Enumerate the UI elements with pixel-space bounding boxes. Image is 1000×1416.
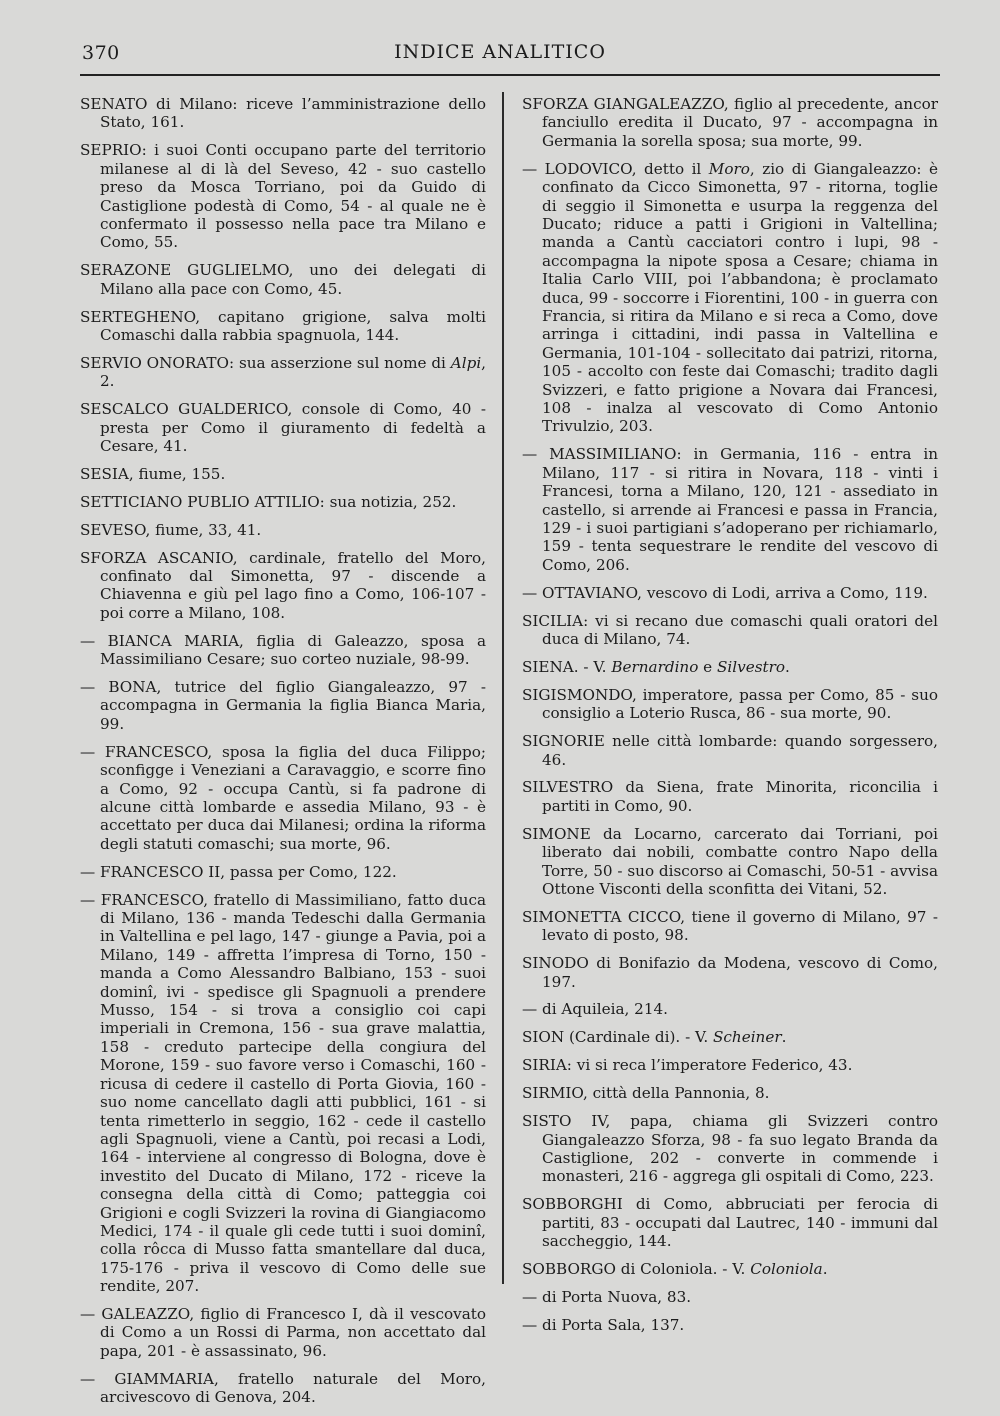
index-entry bbox=[522, 732, 938, 769]
italic-text: Scheiner bbox=[713, 1028, 782, 1047]
entry-text: — MASSIMILIANO: in Germania, 116 - entra in Milano, 117 - si ritira in Novara, 118 - vinti i Francesi, torna a Milano, 120, 121 - assediato in castello, si arrende ai Francesi e passa in Francia, 129 - i suoi partigiani s’adoperano per richiamarlo, 159 - tenta sequestrare le rendite del vescovo di Como, 206. bbox=[522, 445, 938, 574]
entry-text: e bbox=[698, 657, 718, 676]
italic-text: Moro bbox=[708, 159, 750, 178]
entry-text: SEPRIO: i suoi Conti occupano parte del territorio milanese al di là del Seveso, 42 - suo castello preso da Mosca Torriano, poi da Guido di Castiglione podestà di Como, 54 - al quale ne è confermato il possesso nella pace tra Milano e Como, 55. bbox=[80, 141, 486, 252]
index-entry bbox=[522, 160, 938, 436]
entry-text: — BONA, tutrice del figlio Giangaleazzo, 97 - accompagna in Germania la figlia Bianca Maria, 99. bbox=[80, 678, 486, 733]
entry-text: SIGISMONDO, imperatore, passa per Como, 85 - suo consiglio a Loterio Rusca, 86 - sua morte, 90. bbox=[522, 685, 938, 723]
entry-text: — FRANCESCO, sposa la figlia del duca Filippo; sconfigge i Veneziani a Caravaggio, e scorre fino a Como, 92 - occupa Cantù, si fa padrone di alcune città lombarde e assedia Milano, 93 - è accettato per duca dai Milanesi; ordina la riforma degli statuti comaschi; sua morte, 96. bbox=[80, 742, 486, 853]
entry-text: — FRANCESCO, fratello di Massimiliano, fatto duca di Milano, 136 - manda Tedeschi dalla Germania in Valtellina e pel lago, 147 - giunge a Pavia, poi a Milano, 149 - affretta l’impresa di Torno, 150 - manda a Como Alessandro Balbiano, 153 - suoi dominî, ivi - spedisce gli Spagnuoli a prendere Musso, 154 - si trova a consiglio coi capi imperiali in Cremona, 156 - sua grave malattia, 158 - creduto partecipe della congiura del Morone, 159 - suo favore verso i Comaschi, 160 - ricusa di cedere il castello di Porta Giovia, 160 - suo nome cancellato dagli atti pubblici, 161 - si tenta rimetterlo in seggio, 162 - cede il castello agli Spagnuoli, viene a Cantù, poi recasi a Lodi, 164 - interviene al congresso di Bologna, dove è investito del Ducato di Milano, 172 - riceve la consegna della città di Como; patteggia coi Grigioni e cogli Svizzeri la rovina di Giangiacomo Medici, 174 - il quale gli cede tutti i suoi dominî, colla rôcca di Musso fatta smantellare dal duca, 175-176 - priva il vescovo di Como delle sue rendite, 207. bbox=[80, 890, 486, 1296]
entry-text: , 2. bbox=[100, 353, 486, 391]
entry-text: — GIAMMARIA, fratello naturale del Moro, arcivescovo di Genova, 204. bbox=[80, 1369, 486, 1407]
index-entry bbox=[522, 954, 938, 991]
entry-text: SFORZA ASCANIO, cardinale, fratello del Moro, confinato dal Simonetta, 97 - discende a Chiavenna e giù pel lago fino a Como, 106-107 - poi corre a Milano, 108. bbox=[80, 548, 486, 622]
entry-text: SIRMIO, città della Pannonia, 8. bbox=[522, 1084, 770, 1103]
italic-text: Alpi bbox=[450, 353, 482, 372]
index-entry bbox=[80, 521, 486, 539]
index-entry bbox=[80, 493, 486, 511]
entry-text: SIMONE da Locarno, carcerato dai Torriani, poi liberato dai nobili, combatte contro Napo della Torre, 50 - suo discorso ai Comaschi, 50-51 - avvisa Ottone Visconti della sconfitta dei Vitani, 52. bbox=[522, 824, 939, 898]
index-entry bbox=[80, 95, 486, 132]
index-entry bbox=[522, 584, 938, 602]
index-entry bbox=[522, 908, 938, 945]
index-entry bbox=[522, 1288, 938, 1306]
index-entry bbox=[522, 778, 938, 815]
entry-text: SESCALCO GUALDERICO, console di Como, 40 - presta per Como il giuramento di fedeltà a Cesare, 41. bbox=[80, 400, 486, 455]
index-entry bbox=[80, 743, 486, 853]
entry-text: SENATO di Milano: riceve l’amministrazione dello Stato, 161. bbox=[80, 95, 486, 132]
entry-text: SOBBORGO di Coloniola. - V. bbox=[522, 1259, 751, 1278]
entry-text: SERTEGHENO, capitano grigione, salva molti Comaschi dalla rabbia spagnuola, 144. bbox=[80, 307, 486, 344]
entry-text: SEVESO, fiume, 33, 41. bbox=[80, 520, 262, 539]
entry-text: SIGNORIE nelle città lombarde: quando sorgessero, 46. bbox=[522, 732, 938, 769]
index-entry bbox=[80, 549, 486, 623]
running-title: INDICE ANALITICO bbox=[394, 41, 606, 63]
index-entry bbox=[522, 686, 938, 723]
entry-text: — FRANCESCO II, passa per Como, 122. bbox=[80, 862, 397, 881]
entry-text: SESIA, fiume, 155. bbox=[80, 464, 226, 483]
right-column bbox=[522, 95, 938, 1344]
italic-text: Coloniola bbox=[750, 1259, 823, 1278]
entry-text: — GALEAZZO, figlio di Francesco I, dà il vescovato di Como a un Rossi di Parma, non accettato dal papa, 201 - è assassinato, 96. bbox=[80, 1305, 486, 1360]
entry-text: . bbox=[822, 1259, 828, 1278]
entry-text: . bbox=[785, 657, 790, 676]
italic-text: Bernardino bbox=[611, 657, 699, 676]
index-entry bbox=[80, 1305, 486, 1360]
index-entry bbox=[80, 891, 486, 1296]
entry-text: SINODO di Bonifazio da Modena, vescovo di Como, 197. bbox=[522, 954, 938, 991]
entry-text: SISTO IV, papa, chiama gli Svizzeri contro Giangaleazzo Sforza, 98 - fa suo legato Branda da Castiglione, 202 - converte in commende i monasteri, 216 - aggrega gli ospitali di Como, 223. bbox=[522, 1112, 938, 1186]
index-entry bbox=[522, 1056, 938, 1074]
entry-text: — BIANCA MARIA, figlia di Galeazzo, sposa a Massimiliano Cesare; suo corteo nuziale, 98-99. bbox=[80, 631, 486, 669]
entry-text: — di Porta Nuova, 83. bbox=[522, 1287, 692, 1306]
index-entry bbox=[80, 863, 486, 881]
index-entry bbox=[80, 678, 486, 733]
entry-text: . bbox=[781, 1028, 787, 1047]
entry-text: SIRIA: vi si reca l’imperatore Federico, 43. bbox=[522, 1056, 853, 1075]
index-entry bbox=[80, 141, 486, 251]
index-entry bbox=[80, 261, 486, 298]
index-entry bbox=[80, 354, 486, 391]
index-entry bbox=[522, 825, 938, 899]
index-entry bbox=[522, 1316, 938, 1334]
page-number: 370 bbox=[82, 42, 120, 64]
italic-text: Silvestro bbox=[717, 657, 786, 676]
entry-text: SERVIO ONORATO: sua asserzione sul nome di bbox=[80, 353, 451, 372]
entry-text: — di Aquileia, 214. bbox=[522, 1000, 668, 1019]
index-entry bbox=[522, 612, 938, 649]
entry-text: — OTTAVIANO, vescovo di Lodi, arriva a Como, 119. bbox=[522, 583, 928, 602]
index-entry bbox=[522, 1112, 938, 1186]
index-entry bbox=[522, 658, 938, 676]
entry-text: SERAZONE GUGLIELMO, uno dei delegati di Milano alla pace con Como, 45. bbox=[80, 261, 486, 298]
index-entry bbox=[80, 465, 486, 483]
entry-text: SFORZA GIANGALEAZZO, figlio al precedente, ancor fanciullo eredita il Ducato, 97 - accompagna in Germania la sorella sposa; sua morte, 99. bbox=[522, 95, 938, 150]
header-rule bbox=[80, 74, 940, 76]
column-divider bbox=[502, 92, 504, 1284]
entry-text: SIMONETTA CICCO, tiene il governo di Milano, 97 - levato di posto, 98. bbox=[522, 907, 938, 945]
entry-text: SILVESTRO da Siena, frate Minorita, riconcilia i partiti in Como, 90. bbox=[522, 778, 938, 815]
entry-text: SOBBORGHI di Como, abbruciati per ferocia di partiti, 83 - occupati dal Lautrec, 140 - immuni dal saccheggio, 144. bbox=[522, 1195, 938, 1251]
index-entry bbox=[80, 1370, 486, 1407]
index-entry bbox=[522, 1260, 938, 1278]
index-entry bbox=[522, 1000, 938, 1018]
index-entry bbox=[80, 632, 486, 669]
index-entry bbox=[522, 1084, 938, 1102]
index-entry bbox=[522, 1195, 938, 1250]
entry-text: SIENA. - V. bbox=[522, 657, 612, 676]
entry-text: SION (Cardinale di). - V. bbox=[522, 1028, 714, 1047]
entry-text: — di Porta Sala, 137. bbox=[522, 1315, 685, 1334]
left-column bbox=[80, 95, 486, 1416]
index-entry bbox=[522, 1028, 938, 1046]
entry-text: SETTICIANO PUBLIO ATTILIO: sua notizia, 252. bbox=[80, 492, 457, 511]
entry-text: SICILIA: vi si recano due comaschi quali oratori del duca di Milano, 74. bbox=[522, 611, 938, 648]
index-entry bbox=[80, 308, 486, 345]
entry-text: — LODOVICO, detto il bbox=[522, 159, 709, 178]
entry-text: , zio di Giangaleazzo: è confinato da Cicco Simonetta, 97 - ritorna, toglie di seggio il Simonetta e usurpa la reggenza del Ducato; riduce a patti i Grigioni in Valtellina; manda a Cantù cacciatori contro i lupi, 98 - accompagna la nipote sposa a Cesare; chiama in Italia Carlo VIII, poi l’abbandona; è proclamato duca, 99 - soccorre i Fiorentini, 100 - in guerra con Francia, si ritira da Milano e si reca a Como, dove arringa i cittadini, indi passa in Valtellina e Germania, 101-104 - sollecitato dai patrizi, ritorna, 105 - accolto con feste dai Comaschi; tradito dagli Svizzeri, e fatto prigione a Novara dai Francesi, 108 - inalza al vescovato di Como Antonio Trivulzio, 203. bbox=[542, 159, 938, 436]
index-entry bbox=[80, 400, 486, 455]
index-entry bbox=[522, 95, 938, 150]
index-entry bbox=[522, 445, 938, 574]
